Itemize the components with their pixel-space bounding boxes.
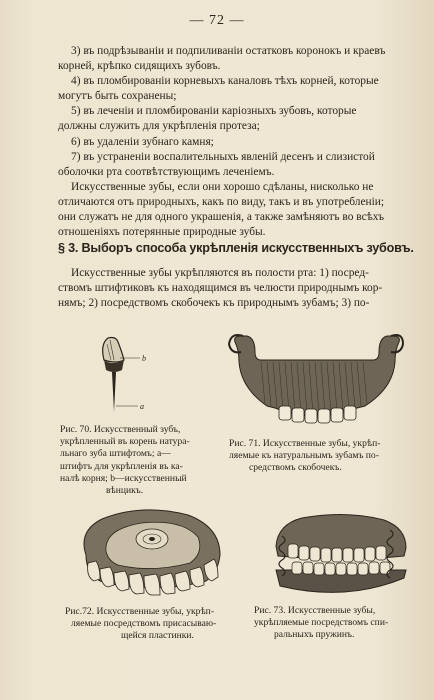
caption-line: ляемые посредствомъ присасываю-	[71, 618, 217, 630]
caption-line: вѣнцикъ.	[106, 485, 144, 497]
caption-fig-72	[65, 606, 245, 643]
caption-line: укрѣпляемые посредствомъ спи-	[254, 617, 389, 629]
page-number: — 72 —	[189, 13, 245, 28]
paragraph-line: отношеніяхъ потерянные природные зубы.	[58, 226, 266, 239]
fig70-label-b: b	[142, 354, 146, 363]
paragraph-line: Искусственные зубы, если они хорошо сдѣланы, нисколько не	[71, 181, 374, 193]
caption-line: ляемые къ натуральнымъ зубамъ по-	[229, 450, 379, 462]
paragraph-line: они служатъ не для одного украшенія, а также замѣняютъ во всѣхъ	[58, 211, 384, 224]
paragraph-line: нямъ; 2) посредствомъ скобочекъ къ природнымъ зубамъ; 3) по-	[58, 297, 370, 310]
paragraph-fixation	[58, 266, 418, 311]
caption-line: щейся пластинки.	[121, 630, 194, 642]
list-line: корней, крѣпко сидящихъ зубовъ.	[58, 60, 221, 73]
figure-73-spring-dentures	[266, 506, 416, 604]
paragraph-line: ствомъ штифтиковъ къ находящимся въ челюсти природнымъ кор-	[58, 282, 383, 295]
figure-71-clasp-bridge	[225, 328, 405, 426]
caption-line: Рис.72. Искусственные зубы, укрѣп-	[65, 606, 215, 617]
list-line: 4) въ пломбированіи корневыхъ каналовъ тѣхъ корней, которые	[71, 75, 379, 88]
caption-line: льнаго зуба штифтомъ; a—	[60, 448, 171, 460]
list-line: 3) въ подрѣзываніи и подпиливаніи остатковъ коронокъ и краевъ	[71, 45, 386, 57]
figure-72-suction-plate-denture	[72, 503, 232, 603]
figure-70-pin-tooth	[90, 330, 160, 420]
list-line: оболочки рта соотвѣтствующимъ леченіемъ.	[58, 165, 275, 178]
list-line: 6) въ удаленіи зубнаго камня;	[71, 135, 214, 148]
caption-line: штифтъ для укрѣпленія въ ка-	[60, 460, 183, 472]
paragraph-artificial-teeth	[58, 180, 418, 240]
caption-line: Рис. 70. Искусственный зубъ,	[60, 424, 181, 435]
caption-line: средствомъ скобочекъ.	[249, 462, 342, 474]
caption-line: укрѣпленный въ корень натура-	[60, 436, 190, 448]
numbered-list	[58, 44, 418, 180]
caption-line: Рис. 71. Искусственные зубы, укрѣп-	[229, 438, 381, 449]
caption-line: налѣ корня; b—искусственный	[60, 472, 187, 484]
list-line: должны служить для укрѣпленія протеза;	[58, 120, 260, 133]
paragraph-line: отличаются отъ природныхъ, какъ по виду, такъ и въ употребленіи;	[58, 196, 385, 209]
list-line: 5) въ леченіи и пломбированіи каріозныхъ зубовъ, которые	[71, 105, 357, 118]
caption-fig-71	[229, 438, 409, 475]
paragraph-line: Искусственные зубы укрѣпляются въ полости рта: 1) посред-	[71, 267, 369, 279]
list-line: 7) въ устраненіи воспалительныхъ явленій десенъ и слизистой	[71, 150, 375, 163]
list-line: могутъ быть сохранены;	[58, 90, 177, 103]
caption-line: ральныхъ пружинъ.	[274, 629, 355, 641]
caption-fig-73	[254, 605, 419, 642]
section-heading: § 3. Выборъ способа укрѣпленія искусственныхъ зубовъ.	[58, 241, 414, 255]
fig70-label-a: a	[140, 402, 144, 411]
caption-line: Рис. 73. Искусственные зубы,	[254, 605, 376, 616]
caption-fig-70	[60, 424, 210, 497]
